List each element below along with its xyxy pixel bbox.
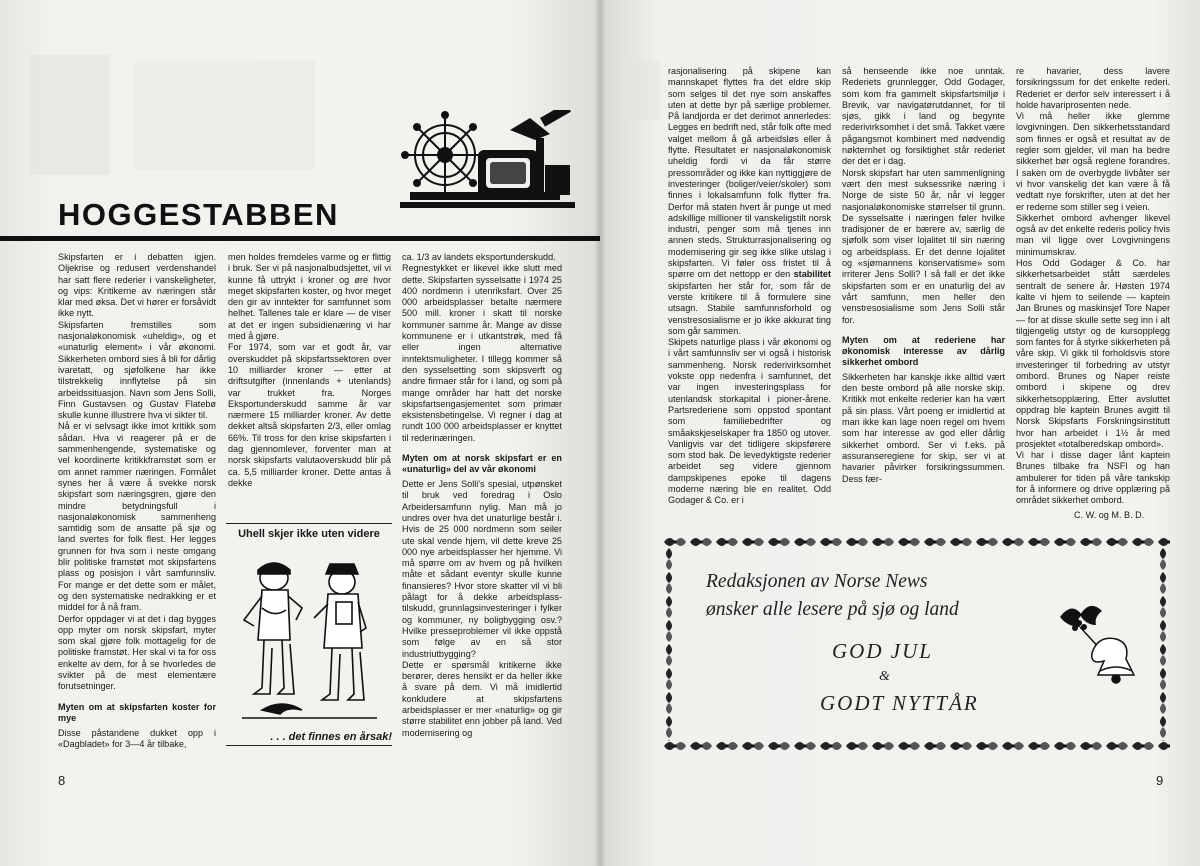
- cartoon-caption: . . . det finnes en årsak!: [270, 731, 392, 743]
- paragraph: re havarier, dess lavere forsikringssum for det enkelte rederi. Rederiet er derfor selv interessert i å holde havariprosenten nede.: [1016, 66, 1170, 110]
- page-gutter: [594, 0, 606, 866]
- paragraph-text: rasjonalisering på skipene kan mannskapet flyttes fra det eldre skip som selges til det nye som anskaffes uten at dette byr på særlige problemer. På landjorda er det derimot annerledes: Legges en bedrift ned, står folk ofte med valget mellom å gå arbeidsløs eller å flytte. Resultatet er nasjonaløkonomisk uheldig fordi vi da får større pressområder og ikke kan nyttiggjøre de investeringer (boliger/veier/skoler) som finnes i lokalsamfunn folk flytter fra. Derfor må staten hvert år punge ut med adskillige millioner til vanskeligstilt norsk industri, penger som må tjenes inn annen steds. Strukturrasjonalisering og modernisering gir seg ikke slike utslag i skipsfarten. Vi føler oss fristet til å spørre om det nettopp er den: [668, 66, 831, 280]
- paragraph: ca. 1/3 av landets eksportunderskudd.: [402, 252, 556, 262]
- greeting-godt-nyttar: GODT NYTTÅR: [820, 691, 979, 715]
- paragraph: Sikkerheten har kanskje ikke alltid vært den beste ombord på alle norske skip. Kritikk mot enkelte rederier kan ha vært på sin plass. Vårt poeng er imidlertid at man ikke kan lage noen regel om hvem som har interesse av god eller dårlig sikkerhet ombord. Ser vi f.eks. på assuranseregiene for skip, ser vi at havarier påvirker forsikringssummen. Dess fær-: [842, 371, 1005, 484]
- paragraph-text: skipsfarten her står for, som får de verste kritikere til å formulere sine utsagn. Stabile samfunnsforhold og venstresosialisme er jo ikke akkurat ting som går sammen.: [668, 280, 831, 336]
- right-column-2: [842, 66, 1005, 485]
- paragraph: Disse påstandene dukket opp i «Dagbladet» for 3—4 år tilbake,: [58, 727, 216, 749]
- section-heading: Myten om at norsk skipsfart er en «unaturlig» del av vår økonomi: [402, 453, 562, 475]
- page-number-right: 9: [1156, 773, 1164, 788]
- page-title: HOGGESTABBEN: [58, 197, 339, 232]
- paragraph: Nå er vi selvsagt ikke imot kritikk som sådan. Hva vi reagerer på er de sammenhengende, systematiske og vel koordinerte kritikkframstøt som er om annet rammer næringen. Formålet synes her å være å svekke norsk skipsfart som næringsgren, gjøre den mindre betydningsfull i nasjonaløkonomisk sammenheng samtidig som de ansatte på sjø og land svertes for folk flest. Her legges grunnen for hva som i neste omgang blir politiske framstøt mot skipsfartens plass og posisjon i vårt samfunnsliv. For mange er det dette som er målet, og den systematiske nedrakking er et middel for å nå fram.: [58, 421, 216, 613]
- paragraph: Dette er spørsmål kritikerne ikke berører, deres hensikt er da heller ikke å svare på dem. Vi må imidlertid konkludere at skipsfartens arbeidsplasser er mer «naturlig» og gir større stabilitet enn jobber på land. Ved modernisering og: [402, 659, 562, 738]
- paragraph: men holdes fremdeles varme og er flittig i bruk. Ser vi på nasjonalbudsjettet, vil vi kunne få uttrykt i kroner og øre hvor meget skipsfarten koster, og hvor meget den gir av inntekter for samfunnet som helhet. Tallenes tale er klare — de viser at det er ingen subsidienæring vi har med å gjøre.: [228, 252, 391, 342]
- paragraph: Vi har i disse dager lånt kaptein Brunes tilbake fra NSFI og han ambulerer for tiden på våre tankskip for å informere og drive opplæring på området sikkerhet ombord.: [1016, 450, 1170, 506]
- emphasis-word: stabilitet: [793, 269, 832, 280]
- author-signature: C. W. og M. B. D.: [1074, 510, 1145, 520]
- greeting-line-1: Redaksjonen av Norse News: [706, 571, 928, 592]
- paragraph: Vi må heller ikke glemme lovgivningen. Den sikkerhetsstandard som finnes er også et resultat av de regler som gjelder, vil man ha bedre sikkerhet bør også reglene forandres. I saken om de overbygde livbåter ser vi hvor vanskelig det kan være å få vedtatt nye forskrifter, uten at det her er rederne som stiller seg i veien.: [1016, 111, 1170, 212]
- greeting-line-2: ønsker alle lesere på sjø og land: [706, 599, 959, 620]
- right-column-1: [668, 66, 831, 507]
- holly-bell-icon: [1046, 593, 1146, 703]
- title-rule: [0, 236, 600, 241]
- paragraph: Derfor oppdager vi at det i dag bygges opp myter om norsk skipsfart, myter som skal gjøre folk mottagelig for de politiske framstøt. Her skal vi ta for oss enkelte av dem, for å se hvorledes de svikter på de mest elementære forutsetninger.: [58, 613, 216, 692]
- christmas-greeting-box: [662, 533, 1170, 755]
- show-through-photo: [30, 55, 110, 175]
- paragraph: så henseende ikke noe unntak. Rederiets grunnlegger, Odd Godager, som kom fra gammelt skipsfartsmiljø i Brevik, var navigatørutdannet, for til sjøs, gikk i land og begynte rederivirksomhet i det små. Takket være pågangsmot kombinert med nødvendig nøkternhet og forsiktighet står rederiet der det er i dag.: [842, 66, 1005, 167]
- paragraph: Regnestykket er likevel ikke slutt med dette. Skipsfarten sysselsatte i 1974 25 400 nordmenn i utenriksfart. Over 25 000 arbeidsplasser betalte nærmere 500 mill. kroner i skatt til norske kommuner samme år. Mange av disse kommunene er i utkantstrøk, med få eller ingen alternative inntektsmuligheter. I tillegg kommer så den sysselsetting som skipsverft og andre firmaer står for i land, og som på mange områder har hatt det norske skipsfartsengasjementet som primær eksistensbetingelse. Vi regner i dag at rundt 100 000 arbeidsplasser er knyttet til rederinæringen.: [402, 263, 562, 443]
- left-column-1: [58, 252, 216, 750]
- page-number-left: 8: [58, 773, 66, 788]
- holly-garland-bottom: [662, 737, 1170, 755]
- greeting-god-jul: GOD JUL: [832, 639, 933, 663]
- show-through-text: [135, 60, 315, 170]
- paragraph: Hos Odd Godager & Co. har sikkerhetsarbeidet stått særdeles sentralt de senere år. Høsten 1974 kalte vi hjem to seilende — kaptein Jan Brunes og maskinsjef Tore Naper — for at disse skulle sette seg inn i alt tilgjengelig utstyr og de kursopplegg som fantes for å styrke sikkerheten på våre skip. Vi gikk til forholdsvis store investeringer til forbedring av utstyr ombord. Brunes og Naper reiste ombord i skipene og drev sikkerhetsopplæring. Etter avsluttet oppdrag ble kaptein Brunes avgitt til Norsk Skipsfarts Forskningsinstitutt hvor han arbeidet i 1½ år med prosjektet «totalberedskap ombord».: [1016, 258, 1170, 449]
- section-heading: Myten om at skipsfarten koster for mye: [58, 701, 216, 723]
- paragraph: Dette er Jens Solli's spesial, utpønsket til bruk ved foredrag i Oslo Arbeidersamfunn nylig. Man må jo undres over hva det unaturlige består i. Hvis de 25 000 nordmenn som seiler ute skal vende hjem, vil dette kreve 25 000 nye arbeidsplasser her hjemme. Vi må spørre om av hvem og på hvilken måte et sådant eventyr skulle kunne finansieres? Hvor store skatter vil vi bli pålagt for å dekke arbeidsplass-tilskudd, grunnlagsinvesteringer i fylker og kommuner, ny boligbygging osv.? Hvilke presseproblemer vil ikke oppstå som følge av en så stor industriutbygging?: [402, 479, 562, 659]
- paragraph: Skipets naturlige plass i vår økonomi og i vårt samfunnsliv ser vi også i historisk sammenheng. Norsk rederivirksomhet vokste opp nedenfra i samfunnet, det var ingen investeringsplass for utenlandsk storkapital i pioner-årene. Partsrederiene som oppstod spontant som familiebedrifter og småakskjeselskaper fra 1850 og utover. Vanligvis var det tidligere skipsførere som stod bak. De levedyktigste rederier arbeidet seg videre gjennom dampskipenes epoke til dagens moderne næring ble en realitet. Odd Godager & Co. er i: [668, 337, 831, 506]
- ship-wheel-illustration: [390, 110, 580, 220]
- left-column-3: [402, 252, 562, 739]
- paragraph: Skipsfarten er i debatten igjen. Oljekrise og redusert verdenshandel har satt flere rederier i vanskeligheter, og vips: Kritikerne av næringen står klar med øksa. Det vi hører er forsåvidt ikke nytt.: [58, 252, 216, 319]
- paragraph: Norsk skipsfart har uten sammenligning vært den mest suksessrike næring i Norge de siste 50 år, når vi legger nasjonaløkonomiske størrelser til grunn. De sysselsatte i næringen føler hvilke tradisjoner de er bærere av, særlig de sjøfolk som viser lojalitet til sin næring og arbeidsplass. Er det denne lojalitet og «sjømannens konservatisme» som irriterer Jens Solli? I så fall er det ikke skipsfarten som er en unaturlig del av vårt samfunn, men heller den venstresosialisme som Jens Solli står for.: [842, 167, 1005, 325]
- greeting-ampersand: &: [879, 669, 890, 684]
- cartoon-heading: Uhell skjer ikke uten videre: [238, 528, 380, 540]
- paragraph: Sikkerhet ombord avhenger likevel også av det enkelte rederis policy hvis man vil ligge over Lovgivningens minimumskrav.: [1016, 212, 1170, 257]
- right-column-3: [1016, 66, 1170, 507]
- left-column-2: [228, 252, 391, 489]
- section-heading: Myten om at rederiene har økonomisk interesse av dårlig sikkerhet ombord: [842, 334, 1005, 367]
- paragraph: For 1974, som var et godt år, var overskuddet på skipsfartssektoren over 10 milliarder kroner — etter at driftsutgifter (innenlands + utenlands) var trukket fra. Norges Eksportunderskudd samme år var nærmere 15 milliarder kroner. Av dette dekket altså skipsfarten 2/3, eller omlag 66%. Til tross for den krise skipsfarten i dag gjennomlever, forventer man at norsk skipsfarts valutaoverskudd blir på ca. 5,5 milliarder kroner. Dette antas å dekke: [228, 342, 391, 488]
- show-through-mark: [620, 60, 660, 120]
- paragraph: [668, 66, 831, 337]
- holly-garland-top: [662, 533, 1170, 551]
- holly-garland-left: [662, 547, 676, 741]
- cartoon-illustration: [232, 548, 387, 726]
- cartoon-box-bottom-rule: [226, 745, 392, 746]
- cartoon-box-top-rule: [226, 523, 392, 524]
- right-page: [600, 0, 1200, 866]
- holly-garland-right: [1156, 547, 1170, 741]
- paragraph: Skipsfarten fremstilles som nasjonaløkonomisk «uheldig», og et «unaturlig element» i vår økonomi. Sikkerheten ombord sies å bli for dårlig ivaretatt, og sjøfolkene har ikke tilstrekkelig innflytelse på sin arbeidssituasjon. Navn som Jens Solli, Finn Gustavsen og Gustav Flatebø skulle kunne illustrere hva vi sikter til.: [58, 319, 216, 421]
